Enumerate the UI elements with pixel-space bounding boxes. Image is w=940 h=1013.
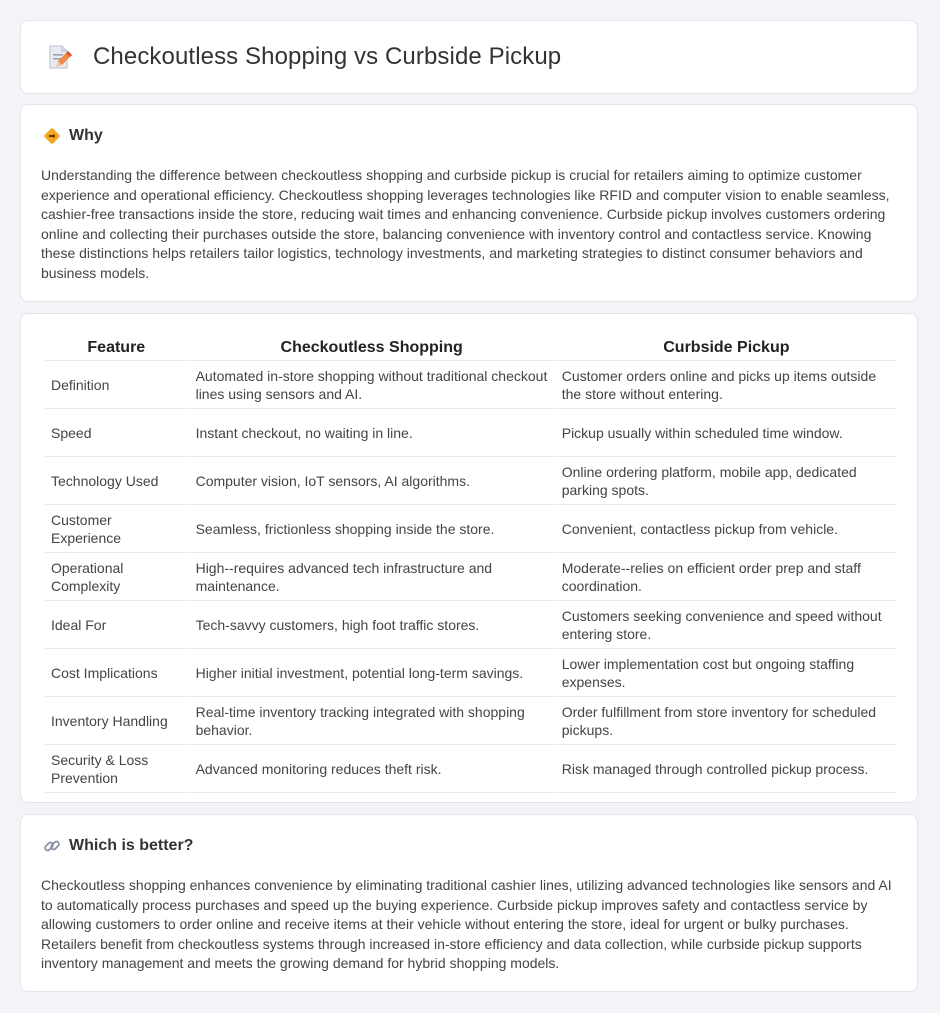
feature-cell: Ideal For [45,601,188,649]
link-icon [43,837,61,855]
feature-cell: Customer Experience [45,505,188,553]
curbside-cell: Order fulfillment from store inventory for scheduled pickups. [556,697,897,745]
checkoutless-cell: Computer vision, IoT sensors, AI algorithms. [190,457,554,505]
table-row [45,649,897,697]
feature-cell: Cost Implications [45,649,188,697]
better-body: Checkoutless shopping enhances convenience by eliminating traditional cashier lines, utilizing advanced technologies like sensors and AI to automatically process purchases and speed up the buying experience. Curbside pickup improves safety and contactless service by allowing customers to order online and receive items at their vehicle without entering the store, ideal for urgent or bulky purchases. Retailers benefit from checkoutless systems through increased in-store efficiency and data collection, while curbside pickup supports inventory management and meets the growing demand for hybrid shopping models. [41,877,892,971]
feature-cell: Speed [45,409,188,457]
comparison-table [43,334,899,793]
why-section [20,104,918,302]
curbside-cell: Convenient, contactless pickup from vehicle. [556,505,897,553]
header-curbside: Curbside Pickup [556,334,897,361]
checkoutless-cell: Tech-savvy customers, high foot traffic stores. [190,601,554,649]
feature-cell: Definition [45,361,188,409]
document-pencil-icon [45,43,73,71]
curbside-cell: Lower implementation cost but ongoing staffing expenses. [556,649,897,697]
table-row [45,505,897,553]
checkoutless-cell: Seamless, frictionless shopping inside the store. [190,505,554,553]
curbside-cell: Customer orders online and picks up items outside the store without entering. [556,361,897,409]
which-is-better-section [20,814,918,992]
table-header-row [45,334,897,361]
table-row [45,697,897,745]
feature-cell: Technology Used [45,457,188,505]
diamond-directions-icon [43,127,61,145]
checkoutless-cell: Real-time inventory tracking integrated with shopping behavior. [190,697,554,745]
table-row [45,457,897,505]
table-row [45,553,897,601]
checkoutless-cell: High--requires advanced tech infrastructure and maintenance. [190,553,554,601]
header-feature: Feature [45,334,188,361]
feature-cell: Operational Complexity [45,553,188,601]
table-row [45,601,897,649]
header-checkoutless: Checkoutless Shopping [190,334,554,361]
checkoutless-cell: Advanced monitoring reduces theft risk. [190,745,554,793]
table-row [45,361,897,409]
comparison-card [20,313,918,803]
checkoutless-cell: Instant checkout, no waiting in line. [190,409,554,457]
page-title: Checkoutless Shopping vs Curbside Pickup [93,43,562,70]
why-body: Understanding the difference between checkoutless shopping and curbside pickup is crucial for retailers aiming to optimize customer experience and operational efficiency. Checkoutless shopping leverages technologies like RFID and computer vision to enable seamless, cashier-free transactions inside the store, reducing wait times and enhancing convenience. Curbside pickup involves customers ordering online and collecting their purchases outside the store, balancing convenience with inventory control and contactless service. Knowing these distinctions helps retailers tailor logistics, technology investments, and marketing strategies to distinct consumer behaviors and business models. [41,167,890,281]
curbside-cell: Pickup usually within scheduled time window. [556,409,897,457]
curbside-cell: Moderate--relies on efficient order prep and staff coordination. [556,553,897,601]
header-card [20,20,918,94]
curbside-cell: Online ordering platform, mobile app, dedicated parking spots. [556,457,897,505]
better-title: Which is better? [69,837,194,854]
checkoutless-cell: Automated in-store shopping without traditional checkout lines using sensors and AI. [190,361,554,409]
curbside-cell: Risk managed through controlled pickup process. [556,745,897,793]
table-row [45,409,897,457]
feature-cell: Inventory Handling [45,697,188,745]
checkoutless-cell: Higher initial investment, potential long-term savings. [190,649,554,697]
why-title: Why [69,127,103,144]
curbside-cell: Customers seeking convenience and speed without entering store. [556,601,897,649]
feature-cell: Security & Loss Prevention [45,745,188,793]
table-row [45,745,897,793]
